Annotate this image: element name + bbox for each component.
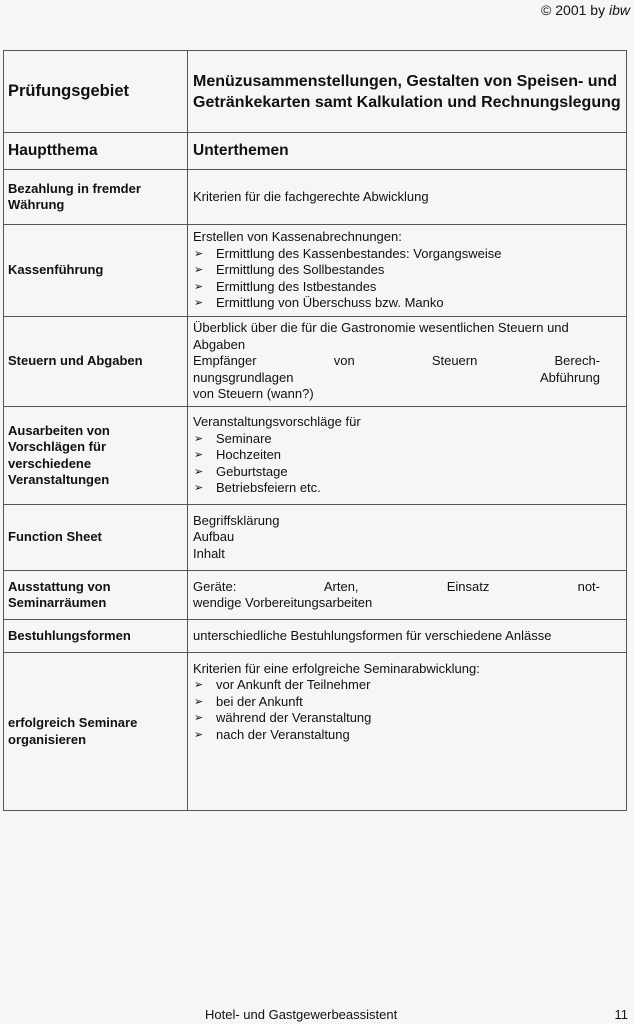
- subtopic-line: Aufbau: [193, 529, 235, 545]
- subtopic-line: von Steuern (wann?): [193, 386, 314, 402]
- copyright-author: ibw: [608, 2, 630, 18]
- subtopic-cell: unterschiedliche Bestuhlungsformen für verschiedene Anlässe: [188, 620, 627, 653]
- subtopic-intro: Veranstaltungsvorschläge für: [193, 414, 361, 430]
- subtopic-cell: [188, 225, 627, 317]
- list-item: ➢ Ermittlung des Istbestandes: [193, 279, 622, 295]
- list-item: ➢ Hochzeiten: [193, 447, 622, 463]
- copyright-symbol: ©: [541, 2, 552, 18]
- list-item: ➢ während der Veranstaltung: [193, 710, 622, 726]
- table-row: [4, 620, 627, 653]
- list-item: ➢ Seminare: [193, 431, 622, 447]
- table-row: [4, 505, 627, 571]
- subtopic-cell: [188, 571, 627, 620]
- copyright-year: 2001 by: [555, 2, 606, 18]
- bullet-list: [193, 431, 622, 497]
- subtopic-line: Begriffsklärung: [193, 512, 280, 528]
- subtopic-line: Überblick über die für die Gastronomie wesentlichen Steuern und Abgaben: [193, 320, 569, 352]
- subheader-right-cell: Unterthemen: [188, 133, 627, 170]
- subheader-left-cell: Hauptthema: [4, 133, 188, 170]
- exam-topics-table: [3, 50, 627, 811]
- list-item: ➢ nach der Veranstaltung: [193, 727, 622, 743]
- topic-cell: Ausstattung von Seminarräumen: [4, 571, 188, 620]
- subtopic-line: Geräte: Arten, Einsatz not-: [193, 578, 600, 594]
- list-item: ➢ vor Ankunft der Teilnehmer: [193, 677, 622, 693]
- topic-cell: Kassenführung: [4, 225, 188, 317]
- subtopic-cell: [188, 317, 627, 407]
- subtopic-intro: Kriterien für eine erfolgreiche Seminarabwicklung:: [193, 661, 480, 676]
- table-row: [4, 571, 627, 620]
- subtopic-cell: Kriterien für die fachgerechte Abwicklung: [188, 170, 627, 225]
- list-item: ➢ Geburtstage: [193, 464, 622, 480]
- subtopic-cell: [188, 505, 627, 571]
- list-item: ➢ Ermittlung des Kassenbestandes: Vorgangsweise: [193, 246, 622, 262]
- header-left-cell: Prüfungsgebiet: [4, 51, 188, 133]
- topic-cell: Ausarbeiten von Vorschlägen für verschiedene Veranstaltungen: [4, 407, 188, 505]
- subtopic-cell: [188, 407, 627, 505]
- topic-cell: Bestuhlungsformen: [4, 620, 188, 653]
- table-header-row: [4, 51, 627, 133]
- table-row: [4, 653, 627, 811]
- page-number: 11: [614, 1007, 628, 1022]
- subtopic-intro: Erstellen von Kassenabrechnungen:: [193, 229, 402, 245]
- footer-title: Hotel- und Gastgewerbeassistent: [205, 1007, 398, 1022]
- subtopic-line: wendige Vorbereitungsarbeiten: [193, 595, 373, 610]
- list-item: ➢ Ermittlung von Überschuss bzw. Manko: [193, 295, 622, 311]
- table-row: [4, 225, 627, 317]
- table-row: [4, 407, 627, 505]
- table-subheader-row: [4, 133, 627, 170]
- table-row: [4, 317, 627, 407]
- subtopic-line: Empfänger von Steuern Berech-: [193, 353, 600, 369]
- list-item: ➢ Betriebsfeiern etc.: [193, 480, 622, 496]
- list-item: ➢ bei der Ankunft: [193, 694, 622, 710]
- subtopic-cell: [188, 653, 627, 811]
- bullet-list: [193, 677, 622, 743]
- topic-cell: erfolgreich Seminare organisieren: [4, 653, 188, 811]
- copyright-notice: [541, 0, 630, 20]
- topic-cell: Function Sheet: [4, 505, 188, 571]
- table-row: [4, 170, 627, 225]
- subtopic-line: Inhalt: [193, 545, 225, 561]
- bullet-list: [193, 246, 622, 312]
- header-right-cell: Menüzusammenstellungen, Gestalten von Speisen- und Getränkekarten samt Kalkulation und Rechnungslegung: [188, 51, 627, 133]
- topic-cell: Steuern und Abgaben: [4, 317, 188, 407]
- topic-cell: Bezahlung in fremder Währung: [4, 170, 188, 225]
- subtopic-line: nungsgrundlagen Abführung: [193, 369, 600, 385]
- list-item: ➢ Ermittlung des Sollbestandes: [193, 262, 622, 278]
